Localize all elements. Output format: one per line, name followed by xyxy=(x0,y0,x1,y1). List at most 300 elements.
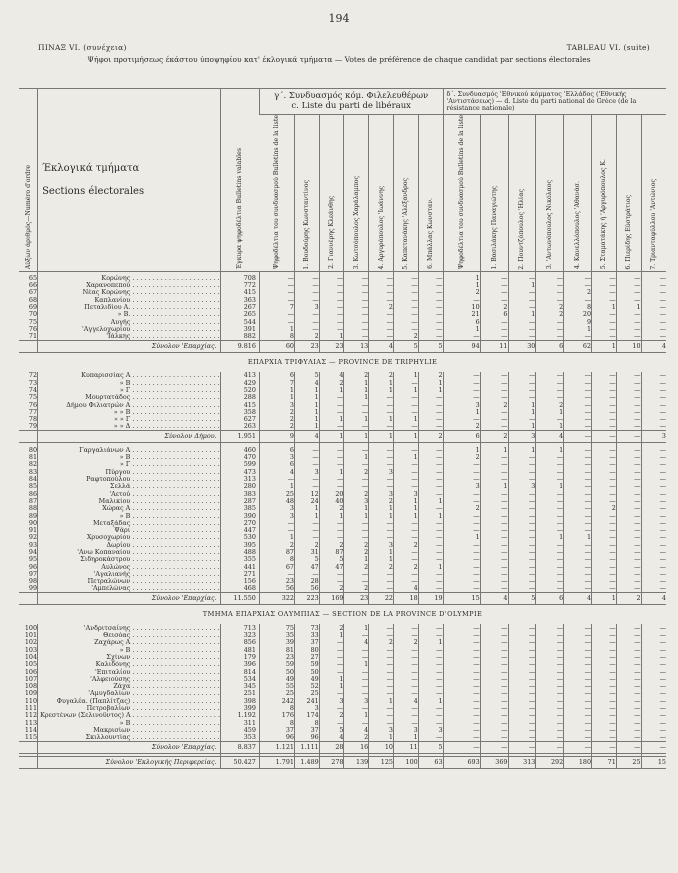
c-value: 50 xyxy=(294,668,319,675)
d-value: — xyxy=(443,549,480,556)
d-value: — xyxy=(536,498,564,505)
table-row xyxy=(19,296,666,303)
c-value: — xyxy=(259,476,294,483)
d-value: — xyxy=(480,289,508,296)
section-name: Πετροβαλίων . . . . . . . . . . . . . . . . . . . . . . xyxy=(38,705,221,712)
c-value: 8 xyxy=(294,719,319,726)
d-value: — xyxy=(480,520,508,527)
c-value: 1 xyxy=(294,394,319,401)
c-value: — xyxy=(294,282,319,289)
c-value: 1 xyxy=(319,632,344,639)
row-number: 71 xyxy=(28,332,38,340)
total-label: Σύνολον 'Επαρχίας. xyxy=(38,741,221,753)
c-value: — xyxy=(418,505,443,512)
d-value: — xyxy=(536,578,564,585)
d-value: — xyxy=(443,333,480,340)
c-value: — xyxy=(418,326,443,333)
table-row xyxy=(19,461,666,468)
row-number: 69 xyxy=(28,303,38,311)
d-value: — xyxy=(592,578,617,585)
valid-ballots: 1.951 xyxy=(220,431,259,443)
d-value: 9 xyxy=(564,318,592,325)
c-value: 9 xyxy=(259,431,294,443)
row-number: 76 xyxy=(28,401,38,409)
d-value: 1 xyxy=(480,447,508,454)
c-value: — xyxy=(393,571,418,578)
c-value: — xyxy=(369,461,394,468)
d-value: — xyxy=(564,683,592,690)
c-value: — xyxy=(294,461,319,468)
c-value: 1.489 xyxy=(294,756,319,768)
d-value: — xyxy=(508,333,536,340)
d-value: 1 xyxy=(443,274,480,281)
d-value: — xyxy=(536,654,564,661)
c-value: 125 xyxy=(369,756,394,768)
c-value: 169 xyxy=(319,592,344,604)
c-value: — xyxy=(369,274,394,281)
c-value: 3 xyxy=(369,490,394,497)
d-value: — xyxy=(592,401,617,408)
d-value: — xyxy=(564,697,592,704)
d-value: — xyxy=(564,632,592,639)
col-d-1-header: 1. Βασιλάκης Παναγιώτης xyxy=(480,115,508,272)
valid-ballots: 447 xyxy=(220,527,259,534)
c-value: 49 xyxy=(294,676,319,683)
section-banner xyxy=(19,604,666,624)
d-value: — xyxy=(616,676,641,683)
d-value: 10 xyxy=(616,340,641,352)
section-name: 'Επιταλίου . . . . . . . . . . . . . . . . . . . . . . xyxy=(38,668,221,675)
d-value: — xyxy=(641,741,666,753)
d-value: — xyxy=(508,289,536,296)
c-value: — xyxy=(259,296,294,303)
table-row xyxy=(19,734,666,741)
c-value: — xyxy=(418,318,443,325)
d-value: 3 xyxy=(443,483,480,490)
d-value: — xyxy=(592,690,617,697)
c-value: — xyxy=(344,289,369,296)
d-value: — xyxy=(641,654,666,661)
c-value: 5 xyxy=(418,741,443,753)
valid-ballots: 313 xyxy=(220,476,259,483)
section-name: Σχίνων . . . . . . . . . . . . . . . . . . . . . . xyxy=(38,654,221,661)
d-value: 4 xyxy=(480,592,508,604)
c-value: — xyxy=(369,394,394,401)
row-number: 95 xyxy=(28,555,38,564)
c-value: 1 xyxy=(369,549,394,556)
valid-ballots: 391 xyxy=(220,326,259,333)
c-value: — xyxy=(344,719,369,726)
section-name: » Β . . . . . . . . . . . . . . . . . . . . . . xyxy=(38,512,221,519)
c-value: 1 xyxy=(393,505,418,512)
d-value: — xyxy=(616,483,641,490)
c-value: — xyxy=(344,571,369,578)
d-value: — xyxy=(536,624,564,631)
c-value: 1.111 xyxy=(294,741,319,753)
c-value: 6 xyxy=(259,461,294,468)
table-row xyxy=(19,483,666,490)
c-value: — xyxy=(418,394,443,401)
c-value: 1 xyxy=(418,563,443,570)
d-value: — xyxy=(480,461,508,468)
d-value: — xyxy=(536,661,564,668)
table-row xyxy=(19,549,666,556)
c-value: 3 xyxy=(319,697,344,704)
d-value: — xyxy=(564,387,592,394)
c-value: — xyxy=(393,661,418,668)
c-value: — xyxy=(369,705,394,712)
d-value: 30 xyxy=(508,340,536,352)
c-value: — xyxy=(418,676,443,683)
c-value: — xyxy=(393,549,418,556)
d-value: — xyxy=(641,683,666,690)
c-value: 2 xyxy=(369,498,394,505)
d-value: — xyxy=(641,632,666,639)
d-value: — xyxy=(564,624,592,631)
valid-ballots: 713 xyxy=(220,624,259,631)
d-value: — xyxy=(616,282,641,289)
d-value: — xyxy=(536,571,564,578)
d-value: — xyxy=(508,505,536,512)
c-value: 52 xyxy=(294,683,319,690)
row-number xyxy=(19,592,38,604)
c-value: — xyxy=(393,534,418,541)
row-number: 113 xyxy=(24,719,38,727)
c-value: 3 xyxy=(369,468,394,475)
c-value: — xyxy=(294,318,319,325)
valid-ballots: 395 xyxy=(220,541,259,548)
d-value: — xyxy=(443,712,480,719)
c-value: 1 xyxy=(294,387,319,394)
valid-ballots: 267 xyxy=(220,304,259,311)
c-value: — xyxy=(319,401,344,408)
c-value: — xyxy=(393,461,418,468)
valid-ballots: 399 xyxy=(220,705,259,712)
d-value: — xyxy=(443,646,480,653)
c-value: — xyxy=(319,646,344,653)
section-name: Καλιδόνης . . . . . . . . . . . . . . . . . . . . . . xyxy=(38,661,221,668)
d-value: — xyxy=(564,549,592,556)
d-value: — xyxy=(443,654,480,661)
c-value: 1 xyxy=(369,387,394,394)
d-value: — xyxy=(480,512,508,519)
valid-ballots: 9.816 xyxy=(220,340,259,352)
c-value: 60 xyxy=(259,340,294,352)
row-number: 85 xyxy=(28,483,38,491)
section-name: » » Γ . . . . . . . . . . . . . . . . . . . . . . xyxy=(38,416,221,423)
d-value: — xyxy=(443,372,480,379)
section-banner-text: ΕΠΑΡΧΙΑ ΤΡΙΦΥΛΙΑΣ — PROVINCE DE TRIPHYLIE xyxy=(247,358,438,367)
valid-ballots: 415 xyxy=(220,401,259,408)
c-value: 18 xyxy=(393,592,418,604)
d-value: — xyxy=(443,498,480,505)
row-number: 70 xyxy=(28,310,38,319)
row-number: 90 xyxy=(28,519,38,527)
d-value: — xyxy=(592,556,617,563)
d-value: — xyxy=(536,387,564,394)
d-value: — xyxy=(592,282,617,289)
col-d-4-header: 4. Κανελλόπουλος 'Αθανάσ. xyxy=(564,115,592,272)
section-name: » Γ . . . . . . . . . . . . . . . . . . . . . . xyxy=(38,461,221,468)
table-row xyxy=(19,311,666,318)
c-value: 80 xyxy=(294,646,319,653)
c-value: — xyxy=(393,520,418,527)
d-value: — xyxy=(536,585,564,592)
d-value: — xyxy=(480,578,508,585)
c-value: — xyxy=(294,326,319,333)
d-value: — xyxy=(443,727,480,734)
c-value: 3 xyxy=(259,401,294,408)
valid-ballots: 473 xyxy=(220,468,259,475)
d-value: — xyxy=(480,712,508,719)
c-value: 2 xyxy=(319,541,344,548)
c-value: — xyxy=(418,447,443,454)
d-value: — xyxy=(592,646,617,653)
d-value: — xyxy=(443,661,480,668)
d-value: — xyxy=(641,578,666,585)
c-value: — xyxy=(369,661,394,668)
d-value: — xyxy=(641,727,666,734)
section-name: » Β . . . . . . . . . . . . . . . . . . . . . . xyxy=(38,379,221,386)
d-value: — xyxy=(564,490,592,497)
c-value: — xyxy=(344,311,369,318)
c-value: 139 xyxy=(344,756,369,768)
d-value: — xyxy=(480,379,508,386)
d-value: — xyxy=(641,447,666,454)
section-name: Πεταλιδίου Α. . . . . . . . . . . . . . . . . . . . . . . xyxy=(38,304,221,311)
d-value: 1 xyxy=(536,409,564,416)
c-value: — xyxy=(393,401,418,408)
d-value: — xyxy=(592,541,617,548)
d-value: — xyxy=(592,461,617,468)
d-value: — xyxy=(641,416,666,423)
table-row xyxy=(19,498,666,505)
d-value: — xyxy=(536,705,564,712)
d-value: 94 xyxy=(443,340,480,352)
col-c-5-header: 5. Καπετανάκης 'Αλέξανδρος xyxy=(393,115,418,272)
valid-ballots: 468 xyxy=(220,585,259,592)
row-number: 110 xyxy=(24,697,38,705)
d-value: — xyxy=(592,394,617,401)
c-value: 7 xyxy=(259,304,294,311)
valid-ballots: 355 xyxy=(220,556,259,563)
d-value: — xyxy=(641,304,666,311)
d-value: — xyxy=(592,727,617,734)
valid-ballots: 363 xyxy=(220,296,259,303)
d-value: — xyxy=(564,401,592,408)
c-value: 4 xyxy=(259,468,294,475)
d-value: 2 xyxy=(616,592,641,604)
c-value: — xyxy=(418,468,443,475)
d-value: — xyxy=(592,454,617,461)
c-value: — xyxy=(393,326,418,333)
c-value: 47 xyxy=(294,563,319,570)
d-value: — xyxy=(508,318,536,325)
d-value: — xyxy=(641,556,666,563)
c-value: 241 xyxy=(294,697,319,704)
section-name: Καπλανίου . . . . . . . . . . . . . . . . . . . . . . xyxy=(38,296,221,303)
c-value: — xyxy=(369,571,394,578)
c-value: — xyxy=(259,311,294,318)
d-value: — xyxy=(616,372,641,379)
d-value: — xyxy=(480,534,508,541)
d-value: — xyxy=(508,541,536,548)
table-row xyxy=(19,632,666,639)
d-value: 3 xyxy=(508,431,536,443)
row-number: 77 xyxy=(28,408,38,416)
d-value: 1 xyxy=(508,401,536,408)
table-row xyxy=(19,683,666,690)
d-value: — xyxy=(480,282,508,289)
c-value: — xyxy=(393,527,418,534)
d-value: — xyxy=(616,289,641,296)
row-number: 75 xyxy=(28,318,38,326)
d-value: — xyxy=(641,505,666,512)
section-name: Αυλώνος . . . . . . . . . . . . . . . . . . . . . . xyxy=(38,563,221,570)
valid-ballots: 415 xyxy=(220,289,259,296)
d-value: — xyxy=(508,534,536,541)
c-value: — xyxy=(369,409,394,416)
d-value: — xyxy=(592,498,617,505)
section-name: Πύργου . . . . . . . . . . . . . . . . . . . . . . xyxy=(38,468,221,475)
d-value: — xyxy=(564,734,592,741)
d-value: — xyxy=(641,483,666,490)
d-value: — xyxy=(592,447,617,454)
d-value: 2 xyxy=(480,304,508,311)
d-value: 1 xyxy=(508,409,536,416)
c-value: — xyxy=(418,690,443,697)
c-value: — xyxy=(418,534,443,541)
c-value: — xyxy=(319,527,344,534)
d-value: — xyxy=(616,624,641,631)
d-value: — xyxy=(508,416,536,423)
c-value: 2 xyxy=(393,333,418,340)
c-value: 75 xyxy=(259,624,294,631)
c-value: 8 xyxy=(259,705,294,712)
header-right: TABLEAU VI. (suite) xyxy=(566,43,650,52)
c-value: — xyxy=(393,683,418,690)
c-value: 1 xyxy=(344,416,369,423)
d-value: — xyxy=(616,571,641,578)
valid-ballots: 599 xyxy=(220,461,259,468)
c-value: — xyxy=(369,333,394,340)
d-value: — xyxy=(616,401,641,408)
d-value: — xyxy=(536,676,564,683)
d-value: — xyxy=(508,372,536,379)
d-value: — xyxy=(443,668,480,675)
col-section-header: Έκλογικά τμήματα Sections électorales xyxy=(38,89,221,272)
d-value: — xyxy=(592,639,617,646)
valid-ballots: 627 xyxy=(220,416,259,423)
c-value: 278 xyxy=(319,756,344,768)
c-value: — xyxy=(294,289,319,296)
c-value: 1 xyxy=(418,379,443,386)
valid-ballots: 390 xyxy=(220,512,259,519)
c-value: 55 xyxy=(259,683,294,690)
col-valid-header: Έγκυρα ψηφοδέλτια Bulletins valables xyxy=(220,89,259,272)
c-value: 4 xyxy=(319,734,344,741)
d-value: — xyxy=(564,512,592,519)
c-value: 322 xyxy=(259,592,294,604)
c-value: — xyxy=(393,624,418,631)
c-value: — xyxy=(393,447,418,454)
d-value: — xyxy=(616,661,641,668)
section-name: Κορώνης . . . . . . . . . . . . . . . . . . . . . . xyxy=(38,274,221,281)
c-value: — xyxy=(369,527,394,534)
c-value: — xyxy=(418,476,443,483)
c-value: — xyxy=(369,632,394,639)
d-value: 1 xyxy=(508,311,536,318)
c-value: 2 xyxy=(344,468,369,475)
d-value: — xyxy=(536,541,564,548)
c-value: 1 xyxy=(393,454,418,461)
c-value: — xyxy=(418,423,443,430)
c-value: — xyxy=(418,416,443,423)
col-c-3-header: 3. Κωτσόπουλος Χαράλαμπος xyxy=(344,115,369,272)
d-value: 2 xyxy=(536,304,564,311)
d-value: — xyxy=(443,527,480,534)
c-value: — xyxy=(294,527,319,534)
c-value: 73 xyxy=(294,624,319,631)
total-row xyxy=(19,756,666,768)
d-value: — xyxy=(564,296,592,303)
c-value: 2 xyxy=(344,734,369,741)
c-value: 2 xyxy=(319,505,344,512)
c-value: 23 xyxy=(319,340,344,352)
row-number: 104 xyxy=(24,653,38,661)
c-value: 4 xyxy=(294,379,319,386)
c-value: 2 xyxy=(294,333,319,340)
c-value: — xyxy=(294,311,319,318)
c-value: 1 xyxy=(369,379,394,386)
section-name: Φυγαλέα. (Παπλίτζας) . . . . . . . . . . . . . . . . . . . . . . xyxy=(38,697,221,704)
d-value: — xyxy=(564,461,592,468)
c-value: — xyxy=(418,282,443,289)
table-row xyxy=(19,719,666,726)
c-value: — xyxy=(369,483,394,490)
c-value: 1 xyxy=(393,431,418,443)
d-value: — xyxy=(536,520,564,527)
c-value: — xyxy=(294,483,319,490)
table-row xyxy=(19,416,666,423)
c-value: — xyxy=(418,661,443,668)
c-value: — xyxy=(369,683,394,690)
d-value: — xyxy=(592,476,617,483)
section-name: Ραφτοπούλου . . . . . . . . . . . . . . . . . . . . . . xyxy=(38,476,221,483)
table-row xyxy=(19,423,666,430)
d-value: — xyxy=(508,690,536,697)
total-label: Σύνολον 'Επαρχίας. xyxy=(38,340,221,352)
table-row xyxy=(19,563,666,570)
c-value: 3 xyxy=(294,705,319,712)
section-name: Δήμου Φιλιατρών Α . . . . . . . . . . . . . . . . . . . . . . xyxy=(38,401,221,408)
d-value: — xyxy=(641,372,666,379)
row-number: 100 xyxy=(24,624,38,632)
section-name: Ζαχάρως Α . . . . . . . . . . . . . . . . . . . . . . xyxy=(38,639,221,646)
c-value: — xyxy=(344,534,369,541)
c-value: — xyxy=(418,520,443,527)
d-value: — xyxy=(641,296,666,303)
c-value: — xyxy=(369,311,394,318)
d-value: — xyxy=(592,654,617,661)
c-value: — xyxy=(319,423,344,430)
d-value: 4 xyxy=(536,431,564,443)
d-value: — xyxy=(641,401,666,408)
c-value: 81 xyxy=(259,646,294,653)
section-name: 'Αλφειούσης . . . . . . . . . . . . . . . . . . . . . . xyxy=(38,676,221,683)
d-value: — xyxy=(508,676,536,683)
valid-ballots: 520 xyxy=(220,387,259,394)
